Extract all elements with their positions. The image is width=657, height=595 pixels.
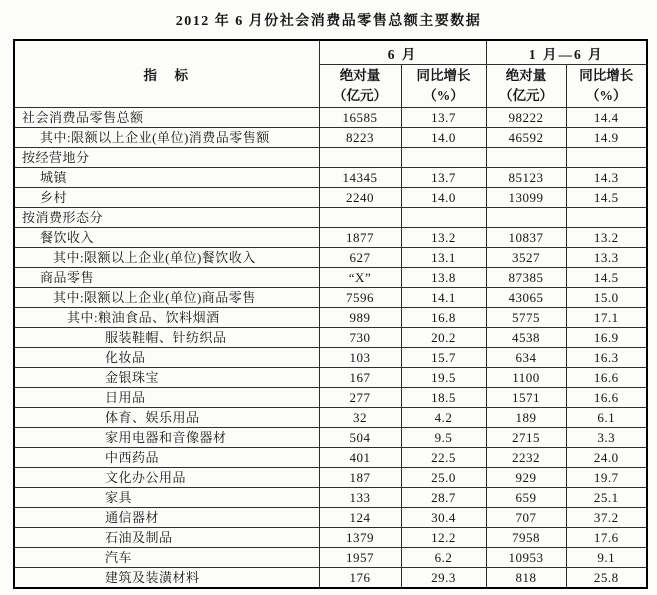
table-row	[14, 228, 647, 248]
jan-june-absolute-value: 2232	[486, 448, 566, 468]
table-row	[14, 208, 647, 228]
table-body	[14, 108, 647, 589]
jan-june-growth-value: 37.2	[566, 508, 647, 528]
june-growth-value: 15.7	[401, 348, 486, 368]
june-growth-value: 30.4	[401, 508, 486, 528]
june-absolute-value: 277	[319, 388, 401, 408]
jan-june-absolute-value: 10837	[486, 228, 566, 248]
june-absolute-value: 401	[319, 448, 401, 468]
row-indicator: 汽车	[14, 548, 319, 568]
june-growth-value: 9.5	[401, 428, 486, 448]
jan-june-absolute-value: 3527	[486, 248, 566, 268]
row-indicator: 家用电器和音像器材	[14, 428, 319, 448]
table-row	[14, 348, 647, 368]
june-growth-value	[401, 208, 486, 228]
jan-june-absolute-value: 7958	[486, 528, 566, 548]
row-indicator: 其中:限额以上企业(单位)消费品零售额	[14, 128, 319, 148]
june-growth-value: 12.2	[401, 528, 486, 548]
june-growth-value: 13.7	[401, 108, 486, 128]
june-absolute-value	[319, 148, 401, 168]
row-indicator: 金银珠宝	[14, 368, 319, 388]
table-row	[14, 248, 647, 268]
jan-june-growth-value: 19.7	[566, 468, 647, 488]
jan-june-absolute-value: 87385	[486, 268, 566, 288]
jan-june-growth-value: 14.5	[566, 188, 647, 208]
table-row	[14, 128, 647, 148]
row-indicator: 文化办公用品	[14, 468, 319, 488]
jan-june-absolute-value: 189	[486, 408, 566, 428]
jan-june-growth-value: 25.1	[566, 488, 647, 508]
june-absolute-value: 1379	[319, 528, 401, 548]
jan-june-growth-value: 25.8	[566, 568, 647, 589]
jan-june-absolute-value: 5775	[486, 308, 566, 328]
growth-unit-label: （%）	[586, 88, 627, 103]
jan-june-growth-header	[566, 65, 647, 108]
jan-june-growth-value: 17.6	[566, 528, 647, 548]
table-row	[14, 448, 647, 468]
jan-june-growth-value: 13.3	[566, 248, 647, 268]
june-growth-header	[401, 65, 486, 108]
row-indicator: 餐饮收入	[14, 228, 319, 248]
june-growth-value: 13.2	[401, 228, 486, 248]
june-growth-value: 14.0	[401, 188, 486, 208]
jan-june-growth-value: 17.1	[566, 308, 647, 328]
june-absolute-value: 14345	[319, 168, 401, 188]
jan-june-absolute-value: 10953	[486, 548, 566, 568]
page-title: 2012 年 6 月份社会消费品零售总额主要数据	[175, 14, 482, 29]
table-row	[14, 408, 647, 428]
jan-june-absolute-value: 98222	[486, 108, 566, 128]
june-absolute-value: 187	[319, 468, 401, 488]
jan-june-growth-value: 16.6	[566, 368, 647, 388]
row-indicator: 化妆品	[14, 348, 319, 368]
table-row	[14, 548, 647, 568]
jan-june-growth-value	[566, 208, 647, 228]
jan-june-growth-value	[566, 148, 647, 168]
june-growth-value: 25.0	[401, 468, 486, 488]
table-row	[14, 388, 647, 408]
jan-june-absolute-value: 818	[486, 568, 566, 589]
row-indicator: 其中:限额以上企业(单位)商品零售	[14, 288, 319, 308]
june-growth-value: 14.1	[401, 288, 486, 308]
jan-june-growth-value: 16.3	[566, 348, 647, 368]
row-indicator: 家具	[14, 488, 319, 508]
growth-unit-label: （%）	[423, 88, 464, 103]
jan-june-absolute-value: 1100	[486, 368, 566, 388]
june-growth-value: 4.2	[401, 408, 486, 428]
jan-june-absolute-value: 2715	[486, 428, 566, 448]
table-row	[14, 268, 647, 288]
table-row	[14, 148, 647, 168]
june-growth-value: 18.5	[401, 388, 486, 408]
jan-june-growth-value: 14.3	[566, 168, 647, 188]
table-row	[14, 168, 647, 188]
row-indicator: 按消费形态分	[14, 208, 319, 228]
jan-june-absolute-value: 707	[486, 508, 566, 528]
table-row	[14, 368, 647, 388]
jan-june-absolute-value: 13099	[486, 188, 566, 208]
jan-june-growth-value: 14.9	[566, 128, 647, 148]
jan-june-growth-value: 14.4	[566, 108, 647, 128]
row-indicator: 日用品	[14, 388, 319, 408]
june-absolute-value: 504	[319, 428, 401, 448]
jan-june-growth-value: 14.5	[566, 268, 647, 288]
june-absolute-value: 176	[319, 568, 401, 589]
row-indicator: 通信器材	[14, 508, 319, 528]
june-absolute-value: 32	[319, 408, 401, 428]
row-indicator: 其中:限额以上企业(单位)餐饮收入	[14, 248, 319, 268]
absolute-label: 绝对量	[339, 68, 381, 83]
jan-june-growth-value: 13.2	[566, 228, 647, 248]
table-row	[14, 288, 647, 308]
june-absolute-value: 8223	[319, 128, 401, 148]
column-group-jan-june: 1 月—6 月	[486, 40, 647, 65]
jan-june-absolute-value: 929	[486, 468, 566, 488]
june-growth-value: 16.8	[401, 308, 486, 328]
june-absolute-value: 1957	[319, 548, 401, 568]
jan-june-growth-value: 24.0	[566, 448, 647, 468]
june-absolute-value: 627	[319, 248, 401, 268]
june-absolute-value: 16585	[319, 108, 401, 128]
row-indicator: 乡村	[14, 188, 319, 208]
row-indicator: 建筑及装潢材料	[14, 568, 319, 589]
june-absolute-value: 730	[319, 328, 401, 348]
june-growth-value: 13.1	[401, 248, 486, 268]
jan-june-growth-value: 16.6	[566, 388, 647, 408]
row-indicator: 服装鞋帽、针纺织品	[14, 328, 319, 348]
june-growth-value	[401, 148, 486, 168]
row-indicator: 城镇	[14, 168, 319, 188]
table-row	[14, 328, 647, 348]
june-absolute-value: 2240	[319, 188, 401, 208]
june-absolute-value: 124	[319, 508, 401, 528]
row-indicator: 按经营地分	[14, 148, 319, 168]
table-row	[14, 508, 647, 528]
table-row	[14, 528, 647, 548]
table-row	[14, 108, 647, 128]
june-absolute-value: 133	[319, 488, 401, 508]
table-row	[14, 568, 647, 589]
row-indicator: 社会消费品零售总额	[14, 108, 319, 128]
row-indicator: 体育、娱乐用品	[14, 408, 319, 428]
table-row	[14, 468, 647, 488]
jan-june-growth-value: 9.1	[566, 548, 647, 568]
june-absolute-value: 989	[319, 308, 401, 328]
row-indicator: 石油及制品	[14, 528, 319, 548]
row-indicator: 中西药品	[14, 448, 319, 468]
row-indicator: 其中:粮油食品、饮料烟酒	[14, 308, 319, 328]
jan-june-absolute-value: 1571	[486, 388, 566, 408]
jan-june-growth-value: 3.3	[566, 428, 647, 448]
absolute-label: 绝对量	[505, 68, 547, 83]
table-row	[14, 488, 647, 508]
june-absolute-header	[319, 65, 401, 108]
june-growth-value: 14.0	[401, 128, 486, 148]
jan-june-absolute-value	[486, 148, 566, 168]
june-absolute-value: 1877	[319, 228, 401, 248]
indicator-column-header: 指 标	[14, 40, 319, 108]
june-growth-value: 28.7	[401, 488, 486, 508]
june-absolute-value: 7596	[319, 288, 401, 308]
jan-june-absolute-value: 4538	[486, 328, 566, 348]
jan-june-absolute-header	[486, 65, 566, 108]
absolute-unit-label: （亿元）	[333, 88, 387, 103]
jan-june-growth-value: 6.1	[566, 408, 647, 428]
table-row	[14, 188, 647, 208]
june-growth-value: 13.7	[401, 168, 486, 188]
growth-label: 同比增长	[416, 68, 471, 83]
row-indicator: 商品零售	[14, 268, 319, 288]
jan-june-absolute-value: 46592	[486, 128, 566, 148]
june-growth-value: 13.8	[401, 268, 486, 288]
june-growth-value: 29.3	[401, 568, 486, 589]
retail-sales-table	[13, 39, 648, 589]
june-absolute-value: 103	[319, 348, 401, 368]
jan-june-absolute-value	[486, 208, 566, 228]
june-growth-value: 19.5	[401, 368, 486, 388]
table-row	[14, 308, 647, 328]
june-absolute-value: 167	[319, 368, 401, 388]
jan-june-growth-value: 16.9	[566, 328, 647, 348]
jan-june-growth-value: 15.0	[566, 288, 647, 308]
jan-june-absolute-value: 85123	[486, 168, 566, 188]
absolute-unit-label: （亿元）	[499, 88, 553, 103]
jan-june-absolute-value: 634	[486, 348, 566, 368]
june-absolute-value	[319, 208, 401, 228]
june-growth-value: 6.2	[401, 548, 486, 568]
table-row	[14, 428, 647, 448]
column-group-june: 6 月	[319, 40, 486, 65]
june-absolute-value: “X”	[319, 268, 401, 288]
jan-june-absolute-value: 659	[486, 488, 566, 508]
growth-label: 同比增长	[579, 68, 634, 83]
jan-june-absolute-value: 43065	[486, 288, 566, 308]
june-growth-value: 20.2	[401, 328, 486, 348]
june-growth-value: 22.5	[401, 448, 486, 468]
